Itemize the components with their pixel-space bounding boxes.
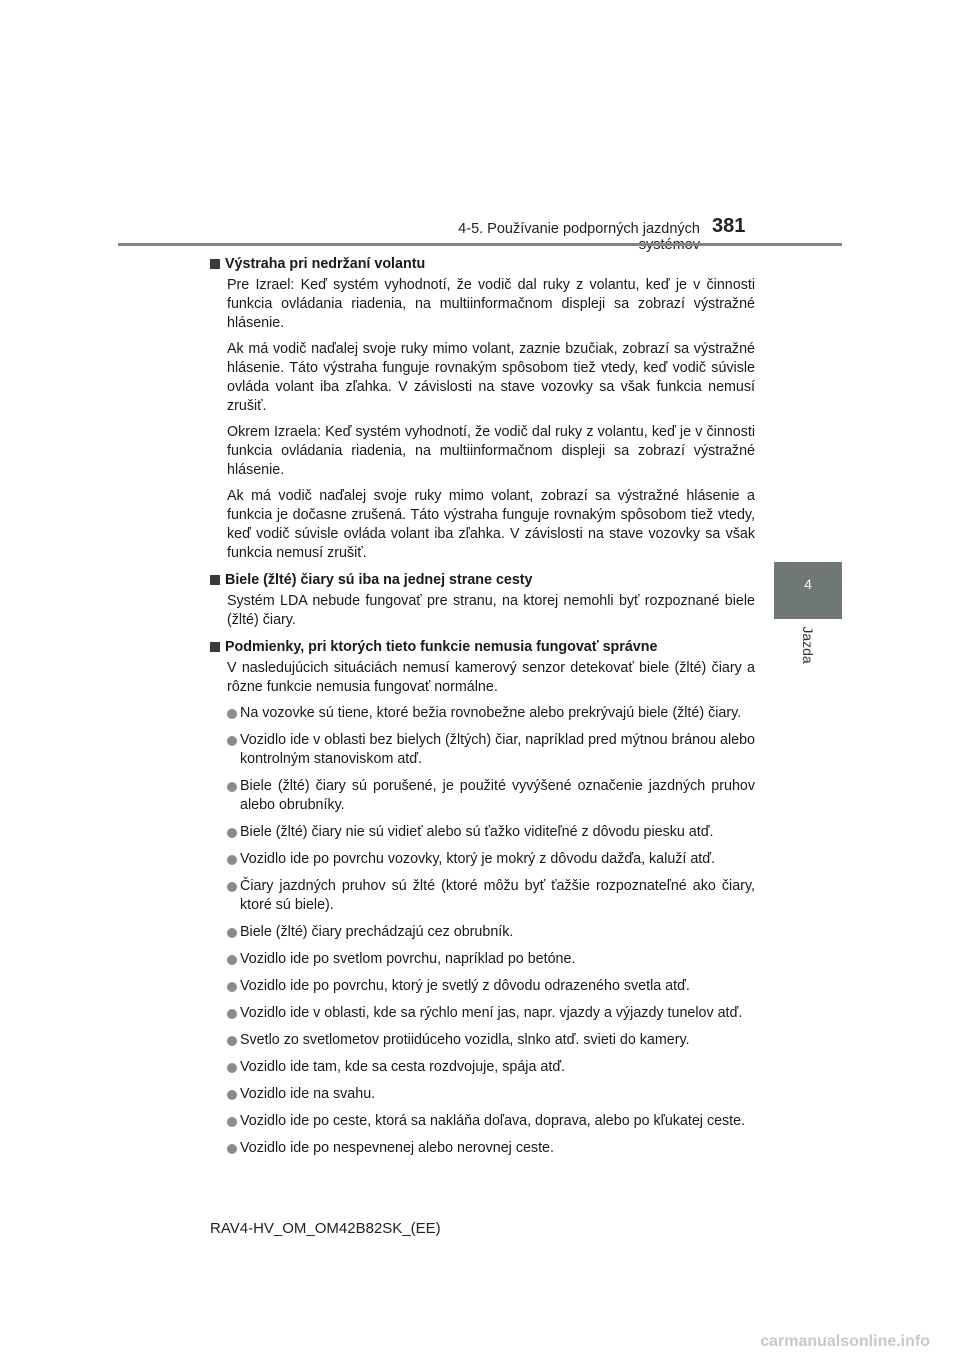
circle-bullet-icon xyxy=(227,736,237,746)
circle-bullet-icon xyxy=(227,1117,237,1127)
chapter-label-area xyxy=(774,619,842,689)
list-item xyxy=(227,923,755,942)
list-item xyxy=(227,1031,755,1050)
list-item xyxy=(227,823,755,842)
list-item-text: Vozidlo ide po povrchu, ktorý je svetlý z dôvodu odrazeného svetla atď. xyxy=(240,978,690,994)
list-item xyxy=(227,950,755,969)
section-heading-text: Výstraha pri nedržaní volantu xyxy=(225,256,426,272)
paragraph: Ak má vodič naďalej svoje ruky mimo volant, zaznie bzučiak, zobrazí sa výstražné hlásenie. Táto výstraha funguje rovnakým spôsobom tiež vtedy, keď vodič súvisle ovláda volant iba zľahka. V závislosti na stave vozovky sa však funkcia nemusí zrušiť. xyxy=(227,341,755,414)
section xyxy=(210,570,755,630)
section xyxy=(210,254,755,563)
paragraph: Systém LDA nebude fungovať pre stranu, na ktorej nemohli byť rozpoznané biele (žlté) čiary. xyxy=(227,593,755,628)
list-item xyxy=(227,1004,755,1023)
section-heading-text: Podmienky, pri ktorých tieto funkcie nemusia fungovať správne xyxy=(225,639,658,655)
list-item xyxy=(227,1139,755,1158)
list-item-text: Vozidlo ide po povrchu vozovky, ktorý je mokrý z dôvodu dažďa, kaluží atď. xyxy=(240,851,716,867)
list-item-text: Na vozovke sú tiene, ktoré bežia rovnobežne alebo prekrývajú biele (žlté) čiary. xyxy=(240,705,742,721)
circle-bullet-icon xyxy=(227,1063,237,1073)
list-item xyxy=(227,1112,755,1131)
section-heading xyxy=(210,570,755,590)
section-heading xyxy=(210,254,755,274)
list-item-text: Vozidlo ide po nespevnenej alebo nerovnej ceste. xyxy=(240,1140,554,1156)
circle-bullet-icon xyxy=(227,782,237,792)
section-heading-text: Biele (žlté) čiary sú iba na jednej strane cesty xyxy=(225,572,533,588)
square-bullet-icon xyxy=(210,259,220,269)
footer-code: RAV4-HV_OM_OM42B82SK_(EE) xyxy=(210,1220,441,1237)
list-item-text: Vozidlo ide po svetlom povrchu, napríklad po betóne. xyxy=(240,951,576,967)
list-item-text: Biele (žlté) čiary sú porušené, je použité vyvýšené označenie jazdných pruhov alebo obrubníky. xyxy=(240,778,755,813)
square-bullet-icon xyxy=(210,575,220,585)
circle-bullet-icon xyxy=(227,1036,237,1046)
circle-bullet-icon xyxy=(227,855,237,865)
list-item xyxy=(227,977,755,996)
list-item-text: Vozidlo ide po ceste, ktorá sa nakláňa doľava, doprava, alebo po kľukatej ceste. xyxy=(240,1113,746,1129)
bullet-list xyxy=(227,704,755,1158)
paragraph: V nasledujúcich situáciách nemusí kamerový senzor detekovať biele (žlté) čiary a rôzne funkcie nemusia fungovať normálne. xyxy=(227,660,755,695)
list-item xyxy=(227,877,755,915)
watermark: carmanualsonline.info xyxy=(760,1333,930,1350)
circle-bullet-icon xyxy=(227,928,237,938)
list-item-text: Vozidlo ide v oblasti bez bielych (žltých) čiar, napríklad pred mýtnou bránou alebo kontrolným stanoviskom atď. xyxy=(240,732,755,767)
chapter-number: 4 xyxy=(804,576,812,592)
header-title: 4-5. Používanie podporných jazdných xyxy=(458,221,700,237)
chapter-tab[interactable] xyxy=(774,562,842,619)
list-item-text: Čiary jazdných pruhov sú žlté (ktoré môžu byť ťažšie rozpoznateľné ako čiary, ktoré sú biele). xyxy=(240,878,755,913)
section xyxy=(210,637,755,1158)
circle-bullet-icon xyxy=(227,1144,237,1154)
paragraph: Okrem Izraela: Keď systém vyhodnotí, že vodič dal ruky z volantu, keď je v činnosti funkcia ovládania riadenia, na multiinformačnom displeji sa zobrazí výstražné hlásenie. xyxy=(227,424,755,478)
list-item xyxy=(227,1058,755,1077)
circle-bullet-icon xyxy=(227,828,237,838)
square-bullet-icon xyxy=(210,642,220,652)
circle-bullet-icon xyxy=(227,1090,237,1100)
list-item xyxy=(227,777,755,815)
list-item xyxy=(227,1085,755,1104)
page-number: 381 xyxy=(712,215,746,237)
list-item xyxy=(227,704,755,723)
list-item-text: Vozidlo ide v oblasti, kde sa rýchlo mení jas, napr. vjazdy a výjazdy tunelov atď. xyxy=(240,1005,743,1021)
circle-bullet-icon xyxy=(227,955,237,965)
list-item-text: Vozidlo ide na svahu. xyxy=(240,1086,376,1102)
list-item-text: Vozidlo ide tam, kde sa cesta rozdvojuje, spája atď. xyxy=(240,1059,566,1075)
section-heading xyxy=(210,637,755,657)
list-item xyxy=(227,731,755,769)
circle-bullet-icon xyxy=(227,982,237,992)
paragraph: Ak má vodič naďalej svoje ruky mimo volant, zobrazí sa výstražné hlásenie a funkcia je dočasne zrušená. Táto výstraha funguje rovnakým spôsobom tiež vtedy, keď vodič súvisle ovláda volant iba zľahka. V závislosti na stave vozovky sa však funkcia nemusí zrušiť. xyxy=(227,488,755,561)
list-item-text: Biele (žlté) čiary nie sú vidieť alebo sú ťažko viditeľné z dôvodu piesku atď. xyxy=(240,824,714,840)
list-item-text: Svetlo zo svetlometov protiidúceho vozidla, slnko atď. svieti do kamery. xyxy=(240,1032,690,1048)
circle-bullet-icon xyxy=(227,709,237,719)
chapter-label: Jazda xyxy=(800,626,816,664)
circle-bullet-icon xyxy=(227,1009,237,1019)
header-rule xyxy=(118,243,842,246)
circle-bullet-icon xyxy=(227,882,237,892)
list-item-text: Biele (žlté) čiary prechádzajú cez obrubník. xyxy=(240,924,514,940)
page-content xyxy=(210,254,755,1166)
paragraph: Pre Izrael: Keď systém vyhodnotí, že vodič dal ruky z volantu, keď je v činnosti funkcia ovládania riadenia, na multiinformačnom displeji sa zobrazí výstražné hlásenie. xyxy=(227,277,755,331)
list-item xyxy=(227,850,755,869)
